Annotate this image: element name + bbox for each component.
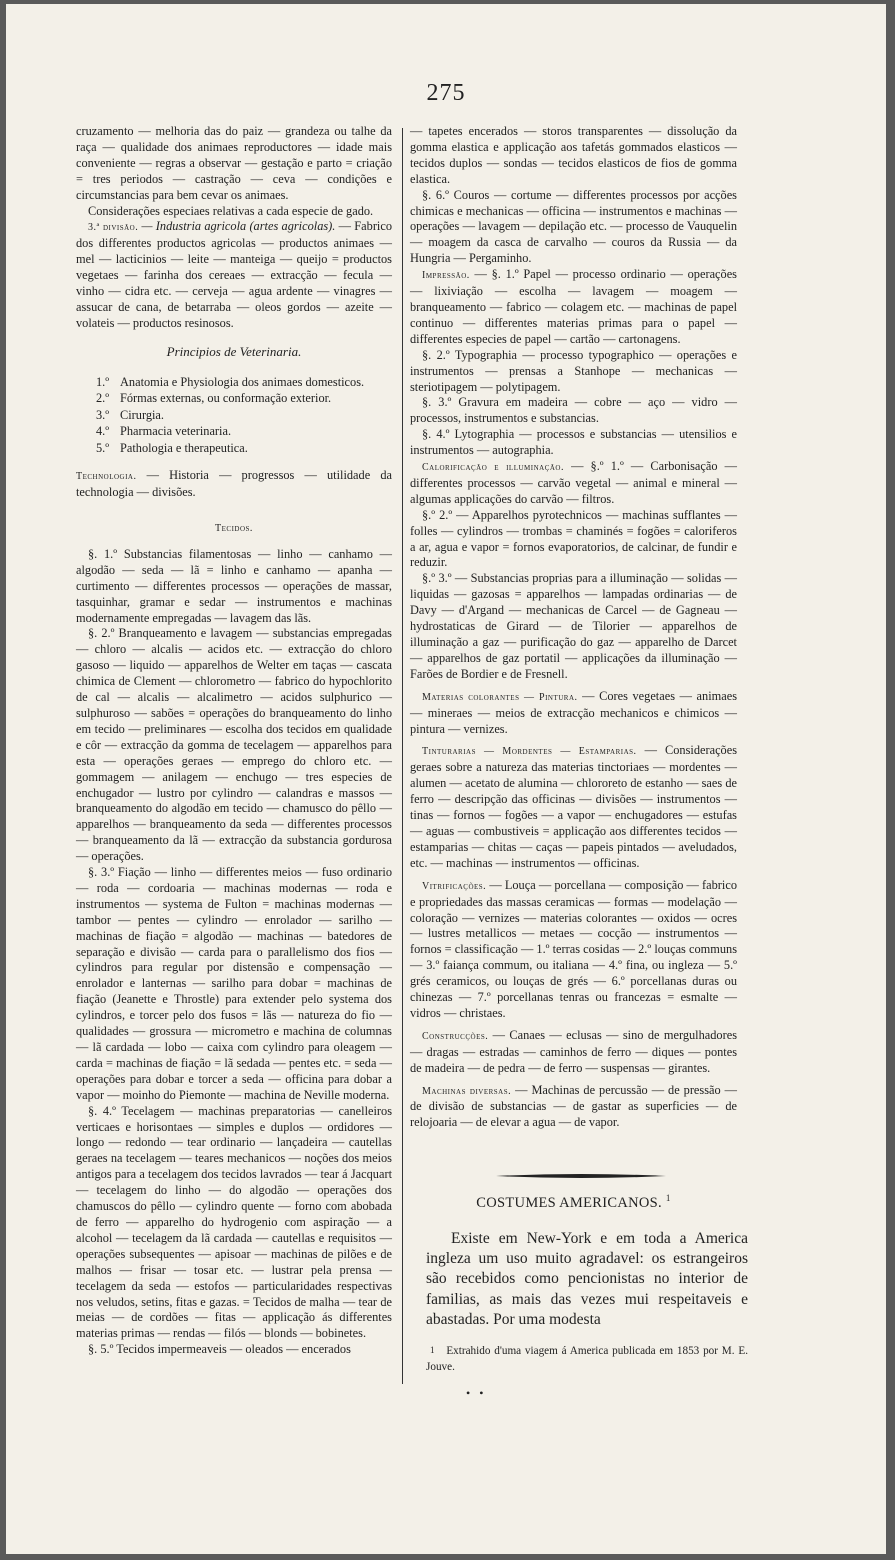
paragraph-machinas (410, 1083, 737, 1132)
paragraph-s4: §. 4.º Tecelagem — machinas preparatorias — canelleiros verticaes e horisontaes — simples e duplos — ordidores — longo — redondo — tear ordinario — lançadeira — cautellas geraes na tecelagem — teares mechanicos — noções dos meios antigos para a tecelagem dos tecidos lavrados — tear á Jacquart — tecelagem do linho — do algodão — operações dos chamuscos do pêllo — cylindro quente — forno com abobada de ferro — apparelho do hydrogenio com aspiração — a alcohol — tecelagem da lã cardada — cautellas e requisitos — operações subsequentes — apisoar — machinas de pilões e de malhos — frisar — tosar etc. — lustrar pela prensa — tecelagem da seda — estofos — particularidades respectivas nos veludos, setins, fitas e gazas. = Tecidos de malha — tear de meias — de cordões — fitas — applicação ás differentes materias primas — rendas — filós — blonds — bobinetes. (76, 1103, 392, 1341)
materias-label: Materias colorantes — Pintura. (422, 691, 578, 703)
paragraph-impressao (410, 267, 737, 348)
division-title: — Industria agricola (artes agricolas). (141, 219, 336, 234)
paragraph-s1: §. 1.º Substancias filamentosas — linho — canhamo — algodão — seda — lã = linho e canhamo — apanha — curtimento — differentes processos — operações de massar, tasquinhar, gramar e sedar — instrumentos e machinas modernamente empregadas — lavagem das lãs. (76, 546, 392, 625)
division-text: — Fabrico dos differentes productos agricolas — productos animaes — mel — lacticinios — leite — manteiga — queijo = productos vegetaes — farinha dos cereaes — extracção — fecula — vinho — cidra etc. — cerveja — agua ardente — vinagres — assucar de cana, de betarraba — oleos gordos — azeite — volateis — productos resinosos. (76, 219, 393, 330)
paragraph-s5: §. 5.º Tecidos impermeaveis — oleados — encerados (88, 1342, 351, 1357)
footnote-number: 1 (430, 1345, 435, 1355)
paragraph-tinturarias (410, 743, 737, 871)
calorificacao-text: — §.º 1.º — Carbonisação — differentes processos — carvão vegetal — animal e mineral — algumas applicações do carvão — filtros. (410, 459, 737, 506)
tinturarias-label: Tinturarias — Mordentes — Estamparias. (422, 746, 637, 758)
paragraph-vitrificacoes (410, 878, 737, 1022)
paragraph-pyrotechnicos: §.º 2.º — Apparelhos pyrotechnicos — machinas sufflantes — folles — cylindros — trombas = chaminés = fogões = caloriferos a ar, agua e vapor = fornos evaporatorios, de calcinar, de fundir e reduzir. (410, 507, 737, 570)
machinas-text: — Machinas de percussão — de pressão — de divisão de substancias — de gastar as superficies — de relojoaria — de elevar a agua — de vapor. (410, 1082, 737, 1130)
impressao-text: — §. 1.º Papel — processo ordinario — operações — lixiviação — escolha — lavagem — moagem — branqueamento — fabrico — colagem etc. — machinas de papel continuo — differentes materias primas para o papel — differentes especies de papel — cartão — cartonagens. (410, 267, 737, 346)
costumes-body (426, 1229, 748, 1330)
paragraph-s2: §. 2.º Branqueamento e lavagem — substancias empregadas — chloro — alcalis — acidos etc. — extracção do chloro gasoso — liquido — apparelhos de Welter em taças — cascata chimica de Clement — chlorometro — fabrico do hypochlorito de cal — alcalis — alcalimetro — acidos sulphurico — sulphuroso — sabões = operações do branqueamento do linho em tecido — preliminares — escolha dos tecidos em qualidade e côr — extracção da gomma de tecelagem — apparelhos para esta — operações geraes — emprego do chloro etc. — gommagem — anilagem — enchugo — tres especies de enchugador — lustro por cylindro — calandras e massos — branqueamento do algodão em tecido — chamusco do pêllo — apparelhos — branqueamento da seda — differentes processos — branqueamento da lã — extracção da substancia gordurosa — operações. (76, 626, 392, 864)
column-divider (402, 128, 403, 1384)
paragraph-divisao-3 (76, 219, 392, 331)
construccoes-label: Construcções. (422, 1030, 489, 1042)
paragraph-illuminacao: §.º 3.º — Substancias proprias para a illuminação — solidas — liquidas — gazosas = apparelhos — lampadas ordinarias — de Davy — d'Argand — mechanicas de Carcel — de Gagneau — hydrostaticas de Girard — de Tilorier — apparelhos de illuminação a gaz — purificação do gaz — apparelho de Darcet — apparelhos de gaz portatil — applicações da illuminação — Farões de Bordier e de Fresnell. (410, 571, 737, 681)
right-column (410, 124, 737, 1131)
paragraph-technologia (76, 468, 392, 501)
tinturarias-text: — Considerações geraes sobre a natureza das materias tinctoriaes — mordentes — alumen — acetato de alumina — chlororeto de estanho — saes de ferro — descripção das officinas — divisões — instrumentos — tinas — fornos — fogões — a vapor — enchugadores — estufas — aguas — combustiveis = applicação aos differentes tecidos — estamparias — chitas — caças — papeis pintados — aveludados, etc. — machinas — instrumentos — officinas. (410, 743, 738, 870)
left-column (76, 124, 392, 1358)
technologia-text: — Historia — progressos — utilidade da technologia — divisões. (76, 468, 392, 500)
veterinaria-list (96, 374, 392, 457)
paragraph-materias (410, 689, 737, 738)
list-item: 1.º Anatomia e Physiologia dos animaes domesticos. (96, 374, 365, 389)
vitrificacoes-text: — Louça — porcellana — composição — fabrico e propriedades das massas ceramicas — formas — modelação — coloração — vernizes — materias colorantes — oxidos — ocres — lustres metallicos — metaes — cocção — instrumentos — fornos = classificação — 1.º terras cosidas — 2.º louças communs — 3.º faiança commum, ou italiana — 4.º fina, ou ingleza — 5.º grés ceramicos, ou louças de grés — 6.º porcellanas duras ou chinezas — 7.º porcellanas tenras ou francezas = esmalte — vidros — christaes. (410, 877, 737, 1020)
paragraph-s3: §. 3.º Fiação — linho — differentes meios — fuso ordinario — roda — cordoaria — machinas modernas — roda e instrumentos — systema de Fulton = machinas modernas — tambor — pentes — cylindro — enrolador — sarilho — machinas de fiação = algodão — machinas — batedores de separação e divisão — carda para o parallelismo dos fios — cylindros para regular por distensão e compensação — enrolador e lanternas — sarilho para dobar = machinas de fiação (Jeanette e Throstle) para extender pelo systema dos cylindros, e torcer pelo dos fusos = lãs — natureza do fio — qualidades — grossura — micrometro e machina de columnas — lã cardada — lobo — caixa com cylindro para oleagem — carda = machinas de fiação = lã sedada — pentes etc. = seda — operações para dobar e torcer a seda — officina para dobar a vapor — moinho do Piemonte — machina de Neville moderna. (76, 865, 392, 1102)
costumes-title: COSTUMES AMERICANOS. (476, 1194, 662, 1211)
list-item: 3.º Cirurgia. (96, 407, 164, 422)
printer-dots: • • (466, 1386, 487, 1400)
materias-text: — Cores vegetaes — animaes — mineraes — meios de extracção mechanicos e chimicos — pintura — vernizes. (410, 688, 737, 736)
document-page (6, 4, 886, 1554)
list-item: 5.º Pathologia e therapeutica. (96, 440, 248, 455)
vitrificacoes-label: Vitrificações. (422, 880, 487, 892)
footnote-marker: 1 (665, 1193, 671, 1203)
ornamental-rule (496, 1173, 666, 1179)
paragraph-construccoes (410, 1028, 737, 1077)
footnote (426, 1342, 748, 1375)
impressao-label: Impressão. (422, 270, 470, 282)
paragraph-calorificacao (410, 459, 737, 508)
list-item: 2.º Fórmas externas, ou conformação exterior. (96, 391, 332, 406)
footnote-text: Extrahido d'uma viagem á America publicada em 1853 por M. E. Jouve. (426, 1345, 748, 1373)
calorificacao-label: Calorificação e illuminação. (422, 462, 564, 474)
tecidos-heading: Tecidos. (215, 523, 253, 534)
page-number: 275 (426, 80, 466, 106)
costumes-title-line (410, 1193, 737, 1212)
paragraph-consideracoes: Considerações especiaes relativas a cada especie de gado. (88, 203, 374, 218)
machinas-label: Machinas diversas. (422, 1085, 512, 1097)
paragraph-s6: §. 6.º Couros — cortume — differentes processos por acções chimicas e mechanicas — officina — instrumentos e machinas — operações — lavagem — depilação etc. — processo de Vauquelin — moagem da casca de carvalho — couros da Russia — da Hungria — Pergaminho. (410, 187, 737, 266)
construccoes-text: — Canaes — eclusas — sino de mergulhadores — dragas — estradas — caminhos de ferro — diques — pontes de madeira — de pedra — de ferro — suspensas — girantes. (410, 1027, 737, 1075)
technologia-label: Technologia. (76, 471, 137, 483)
paragraph-typographia: §. 2.º Typographia — processo typographico — operações e instrumentos — prensas a Stanhope — mechanicas — steriotipagem — polytipagem. (410, 347, 737, 394)
list-item: 4.º Pharmacia veterinaria. (96, 424, 232, 439)
paragraph-gravura: §. 3.º Gravura em madeira — cobre — aço — vidro — processos, instrumentos e substancias. (410, 395, 737, 426)
division-label: 3.ª divisão. (88, 222, 139, 234)
paragraph-tapetes: — tapetes encerados — storos transparentes — dissolução da gomma elastica e applicação aos tafetás gommados elasticos — tecidos duplos — sondas — tecidos elasticos de fios de gomma elastica. (410, 124, 737, 186)
paragraph-lytographia: §. 4.º Lytographia — processos e substancias — utensilios e instrumentos — autographia. (410, 427, 737, 458)
paragraph-cruzamento: cruzamento — melhoria das do paiz — grandeza ou talhe da raça — qualidade dos animaes reproductores — idade mais conveniente — regras a observar — gestação e parto = criação = tres periodos — castração — ceva — condições e circumstancias para bem cevar os animaes. (76, 124, 392, 202)
costumes-paragraph: Existe em New-York e em toda a America ingleza um uso muito agradavel: os estrangeiros são recebidos como pencionistas no interior de familias, as mais das vezes mui respeitaveis e abastadas. Por uma modesta (426, 1230, 748, 1328)
veterinaria-heading: Principios de Veterinaria. (166, 343, 302, 359)
